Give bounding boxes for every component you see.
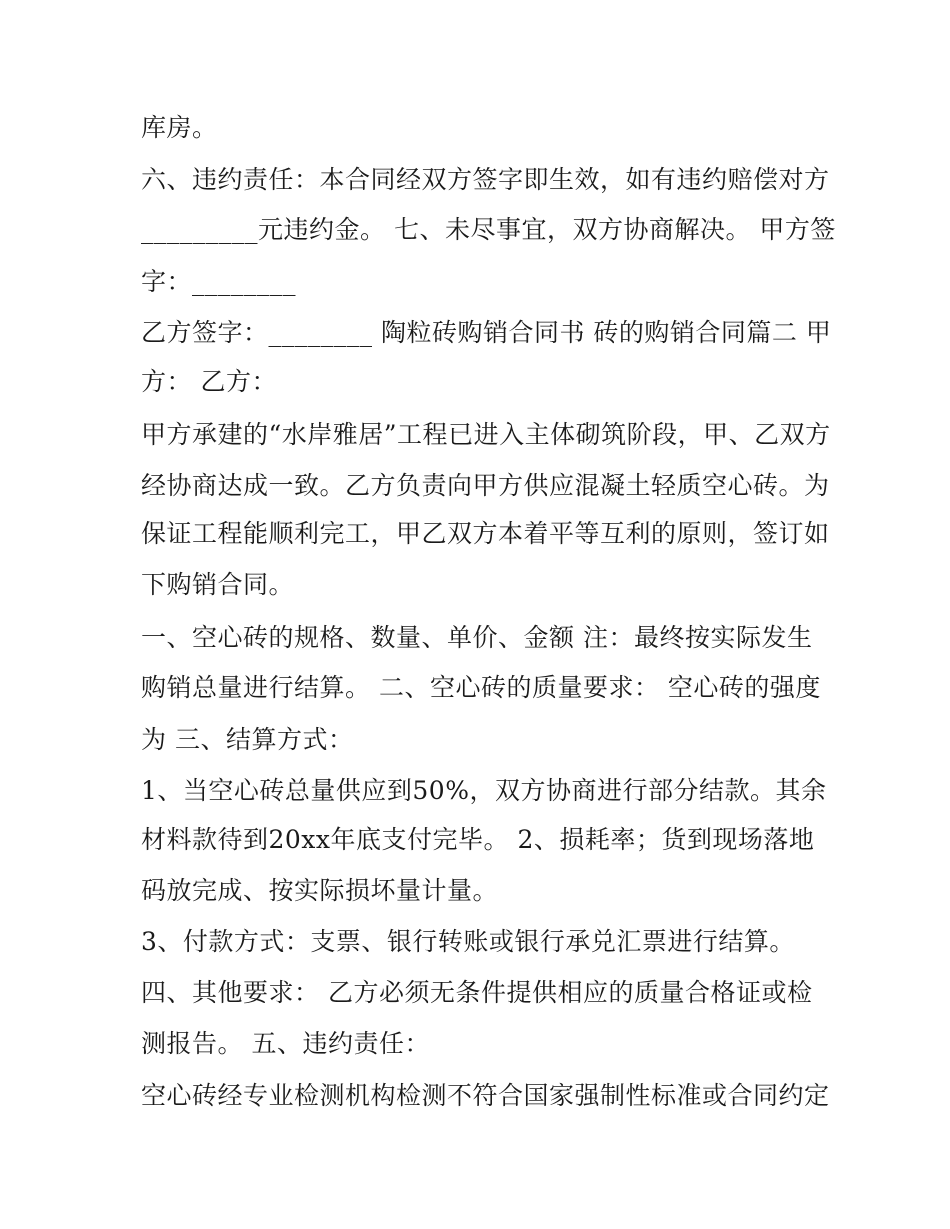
text-line: 购销总量进行结算。 二、空心砖的质量要求： 空心砖的强度: [141, 673, 821, 702]
text-line: 字：________: [141, 267, 297, 296]
text-line: 测报告。 五、违约责任：: [141, 1029, 430, 1058]
text-line: 保证工程能顺利完工，甲乙双方本着平等互利的原则，签订如: [141, 519, 830, 548]
text-line: 空心砖经专业检测机构检测不符合国家强制性标准或合同约定: [141, 1081, 830, 1110]
text-line: 乙方签字：________ 陶粒砖购销合同书 砖的购销合同篇二 甲: [141, 318, 832, 347]
text-line: 方： 乙方：: [141, 367, 277, 396]
text-line: 材料款待到20xx年底支付完毕。 2、损耗率；货到现场落地: [141, 825, 815, 854]
text-line: 为 三、结算方式：: [141, 725, 354, 754]
text-line: 1、当空心砖总量供应到50%，双方协商进行部分结款。其余: [141, 776, 827, 805]
text-line: 六、违约责任：本合同经双方签字即生效，如有违约赔偿对方: [141, 165, 830, 194]
text-line: 库房。: [141, 113, 218, 142]
text-line: 四、其他要求： 乙方必须无条件提供相应的质量合格证或检: [141, 978, 813, 1007]
text-line: 下购销合同。: [141, 570, 295, 599]
text-line: 一、空心砖的规格、数量、单价、金额 注：最终按实际发生: [141, 623, 813, 652]
text-line: 码放完成、按实际损坏量计量。: [141, 876, 499, 905]
text-line: 甲方承建的“水岸雅居”工程已进入主体砌筑阶段，甲、乙双方: [141, 420, 831, 449]
text-line: _________元违约金。 七、未尽事宜，双方协商解决。 甲方签: [141, 215, 836, 244]
text-line: 3、付款方式：支票、银行转账或银行承兑汇票进行结算。: [141, 927, 795, 956]
text-line: 经协商达成一致。乙方负责向甲方供应混凝土轻质空心砖。为: [141, 471, 830, 500]
